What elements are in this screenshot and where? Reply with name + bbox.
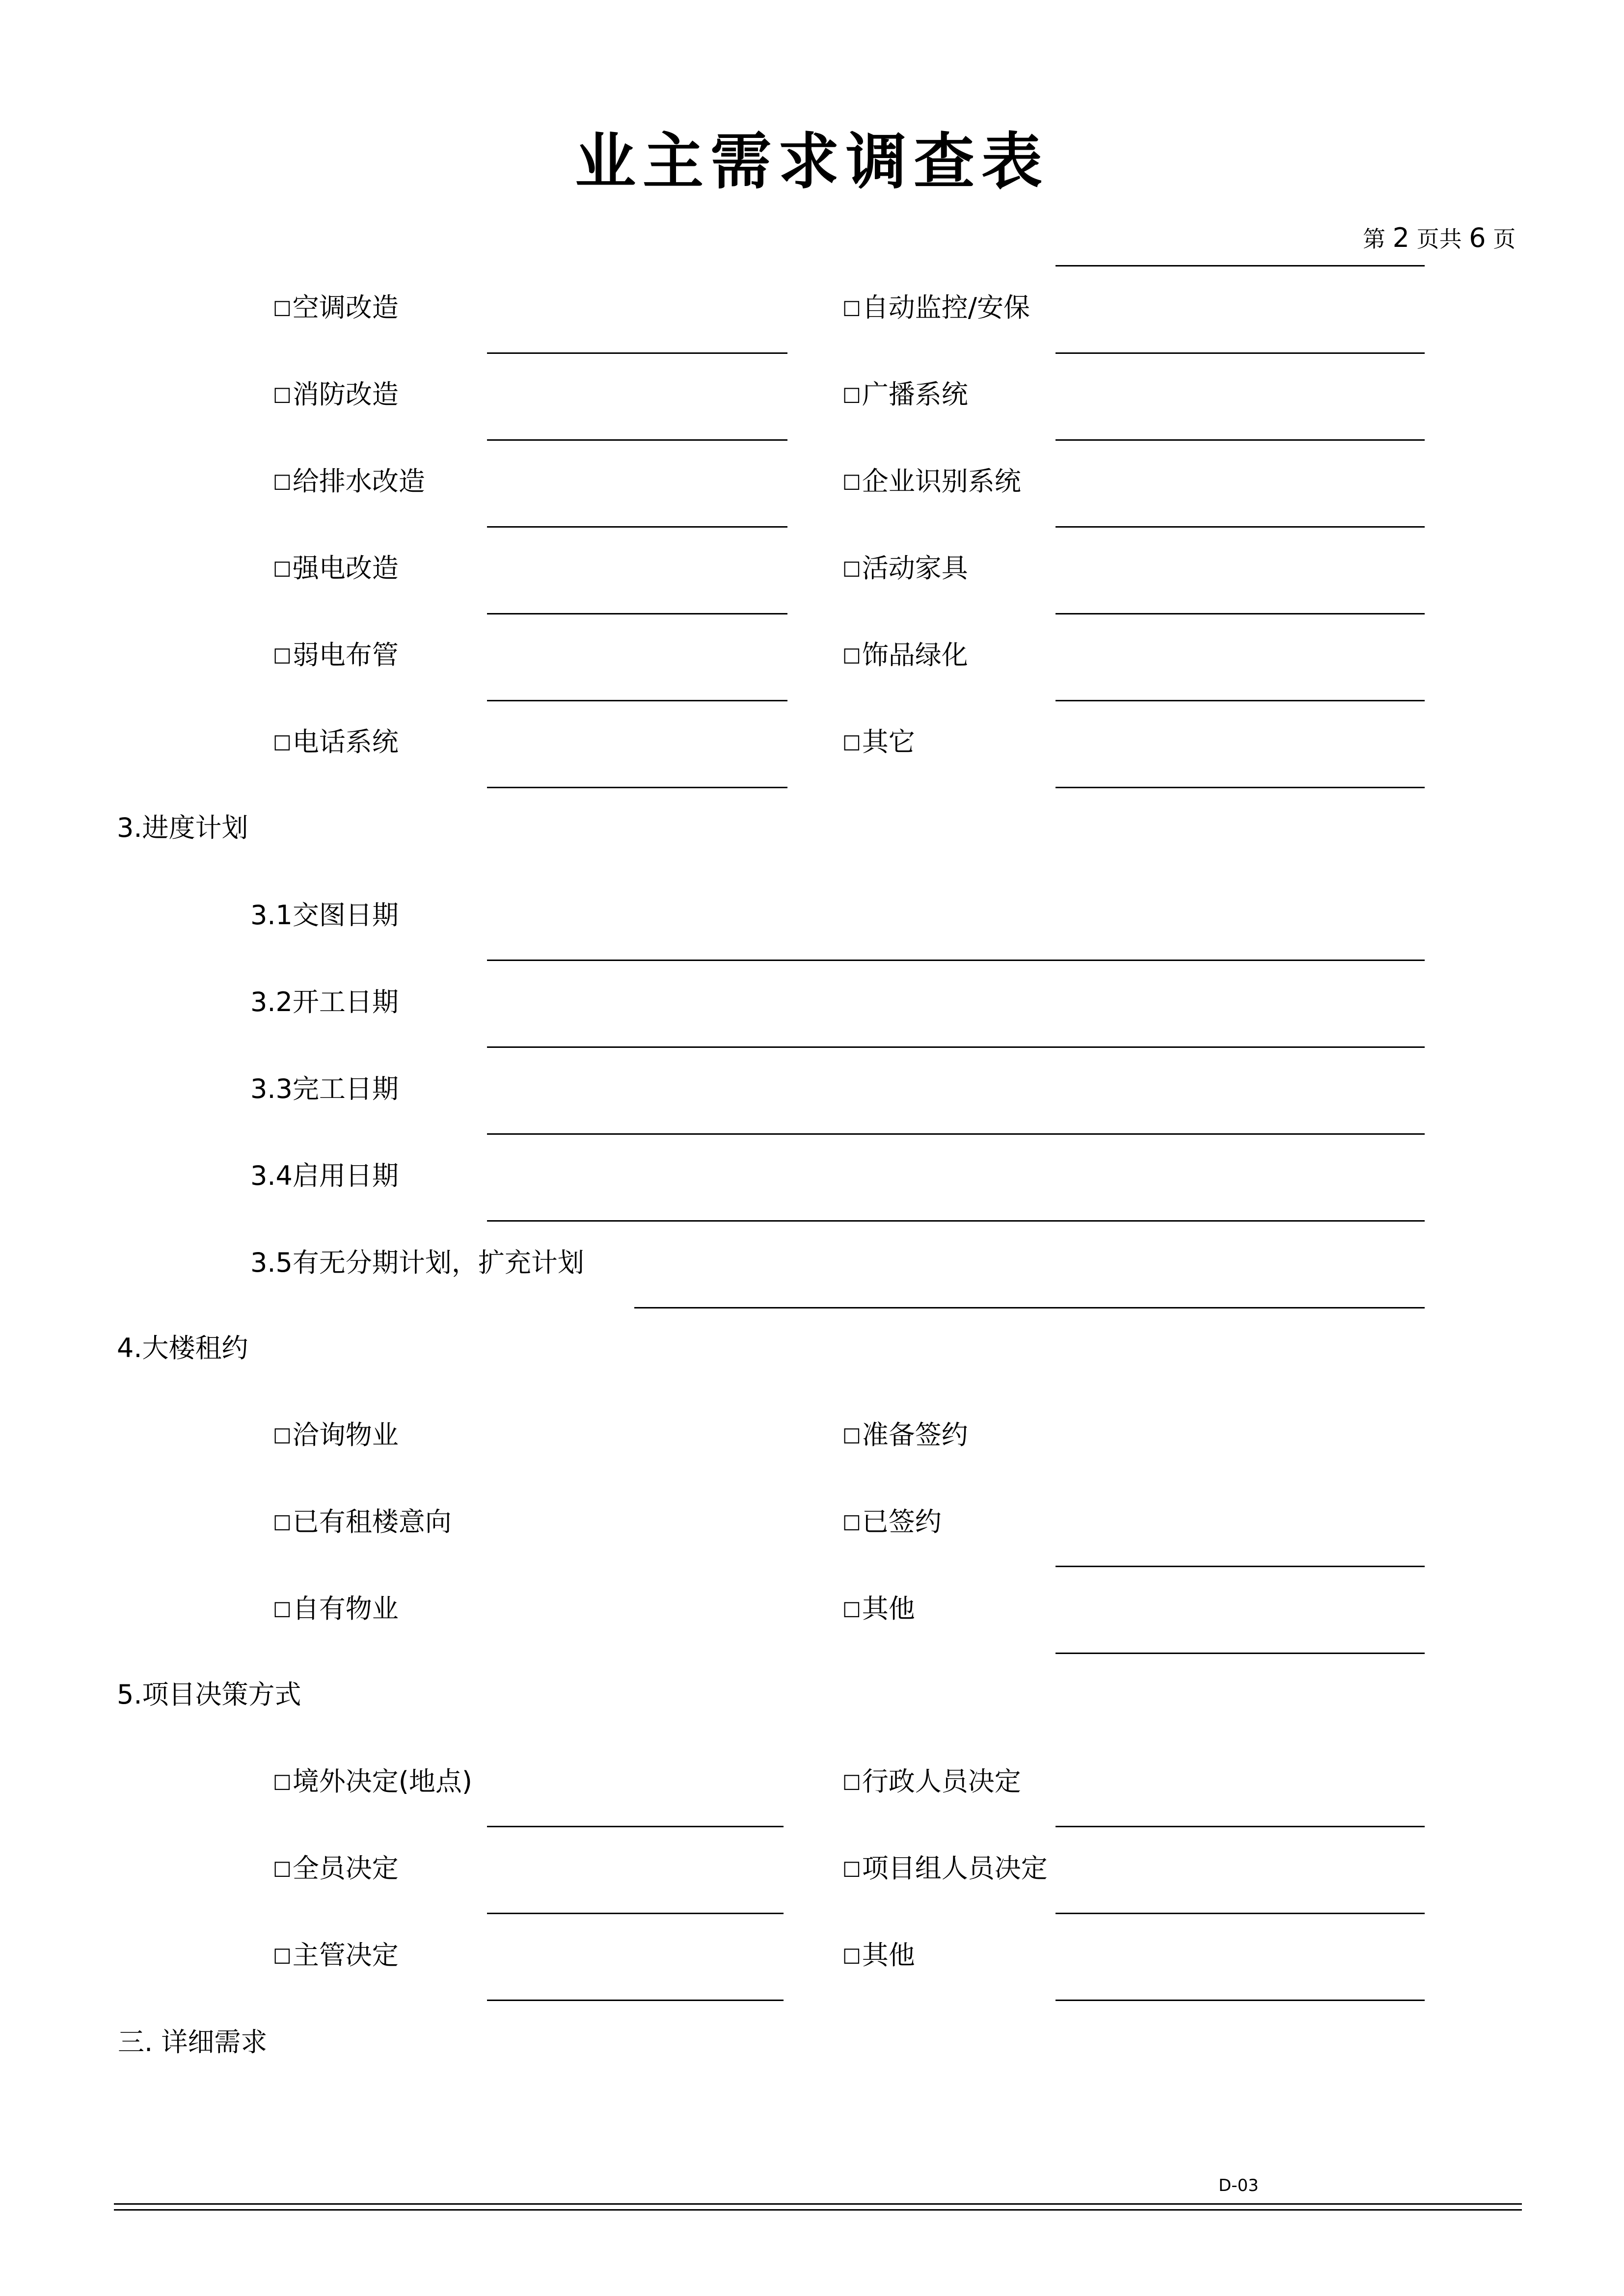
fill-line[interactable] — [487, 1046, 1425, 1048]
checkbox-item[interactable]: □广播系统 — [842, 379, 968, 410]
section-heading: 5.项目决策方式 — [117, 1679, 301, 1710]
checkbox-item[interactable]: □洽询物业 — [273, 1419, 399, 1450]
checkbox-item[interactable]: □已签约 — [842, 1506, 942, 1537]
footer-double-rule — [114, 2203, 1522, 2211]
fill-line[interactable] — [487, 613, 787, 614]
fill-line[interactable] — [1056, 439, 1425, 441]
checkbox-item[interactable]: □已有租楼意向 — [273, 1506, 452, 1537]
checkbox-item[interactable]: □其它 — [842, 726, 915, 757]
checkbox-item[interactable]: □空调改造 — [273, 292, 399, 323]
checkbox-item[interactable]: □项目组人员决定 — [842, 1853, 1048, 1884]
fill-line[interactable] — [487, 1826, 784, 1827]
fill-line[interactable] — [487, 2000, 784, 2001]
fill-line[interactable] — [1056, 1566, 1425, 1567]
fill-line[interactable] — [1056, 1826, 1425, 1827]
fill-line[interactable] — [1056, 700, 1425, 701]
fill-line[interactable] — [487, 1220, 1425, 1222]
checkbox-item[interactable]: □给排水改造 — [273, 466, 425, 497]
fill-line[interactable] — [487, 439, 787, 441]
section-heading: 4.大楼租约 — [117, 1333, 248, 1363]
checkbox-item[interactable]: □企业识别系统 — [842, 466, 1021, 497]
fill-line[interactable] — [1056, 787, 1425, 788]
fill-line[interactable] — [634, 1307, 1425, 1308]
checkbox-item[interactable]: □自有物业 — [273, 1593, 399, 1624]
schedule-label: 3.1交图日期 — [250, 900, 399, 931]
checkbox-item[interactable]: □准备签约 — [842, 1419, 968, 1450]
section-heading: 3.进度计划 — [117, 812, 248, 843]
fill-line[interactable] — [487, 1913, 784, 1914]
schedule-label: 3.5有无分期计划，扩充计划 — [250, 1247, 584, 1278]
checkbox-item[interactable]: □消防改造 — [273, 379, 399, 410]
page-indicator-underline — [1056, 265, 1425, 267]
footer-code: D-03 — [1218, 2176, 1259, 2195]
page-title: 业主需求调查表 — [574, 127, 1049, 197]
fill-line[interactable] — [1056, 1913, 1425, 1914]
fill-line[interactable] — [487, 960, 1425, 961]
fill-line[interactable] — [1056, 1653, 1425, 1654]
checkbox-item[interactable]: □饰品绿化 — [842, 640, 968, 670]
checkbox-item[interactable]: □主管决定 — [273, 1940, 399, 1971]
fill-line[interactable] — [1056, 526, 1425, 528]
checkbox-item[interactable]: □电话系统 — [273, 726, 399, 757]
checkbox-item[interactable]: □强电改造 — [273, 553, 399, 584]
section-heading: 三. 详细需求 — [118, 2027, 268, 2057]
checkbox-item[interactable]: □自动监控/安保 — [842, 292, 1030, 323]
schedule-label: 3.2开工日期 — [250, 987, 399, 1017]
fill-line[interactable] — [1056, 352, 1425, 354]
checkbox-item[interactable]: □弱电布管 — [273, 640, 399, 670]
fill-line[interactable] — [487, 352, 787, 354]
fill-line[interactable] — [487, 1133, 1425, 1135]
checkbox-item[interactable]: □境外决定(地点) — [273, 1766, 472, 1797]
fill-line[interactable] — [1056, 2000, 1425, 2001]
fill-line[interactable] — [487, 526, 787, 528]
checkbox-item[interactable]: □活动家具 — [842, 553, 968, 584]
fill-line[interactable] — [487, 700, 787, 701]
fill-line[interactable] — [1056, 613, 1425, 614]
checkbox-item[interactable]: □其他 — [842, 1940, 915, 1971]
checkbox-item[interactable]: □全员决定 — [273, 1853, 399, 1884]
schedule-label: 3.3完工日期 — [250, 1073, 399, 1104]
checkbox-item[interactable]: □其他 — [842, 1593, 915, 1624]
page-indicator: 第 2 页共 6 页 — [1363, 222, 1516, 253]
schedule-label: 3.4启用日期 — [250, 1160, 399, 1191]
fill-line[interactable] — [487, 787, 787, 788]
checkbox-item[interactable]: □行政人员决定 — [842, 1766, 1021, 1797]
